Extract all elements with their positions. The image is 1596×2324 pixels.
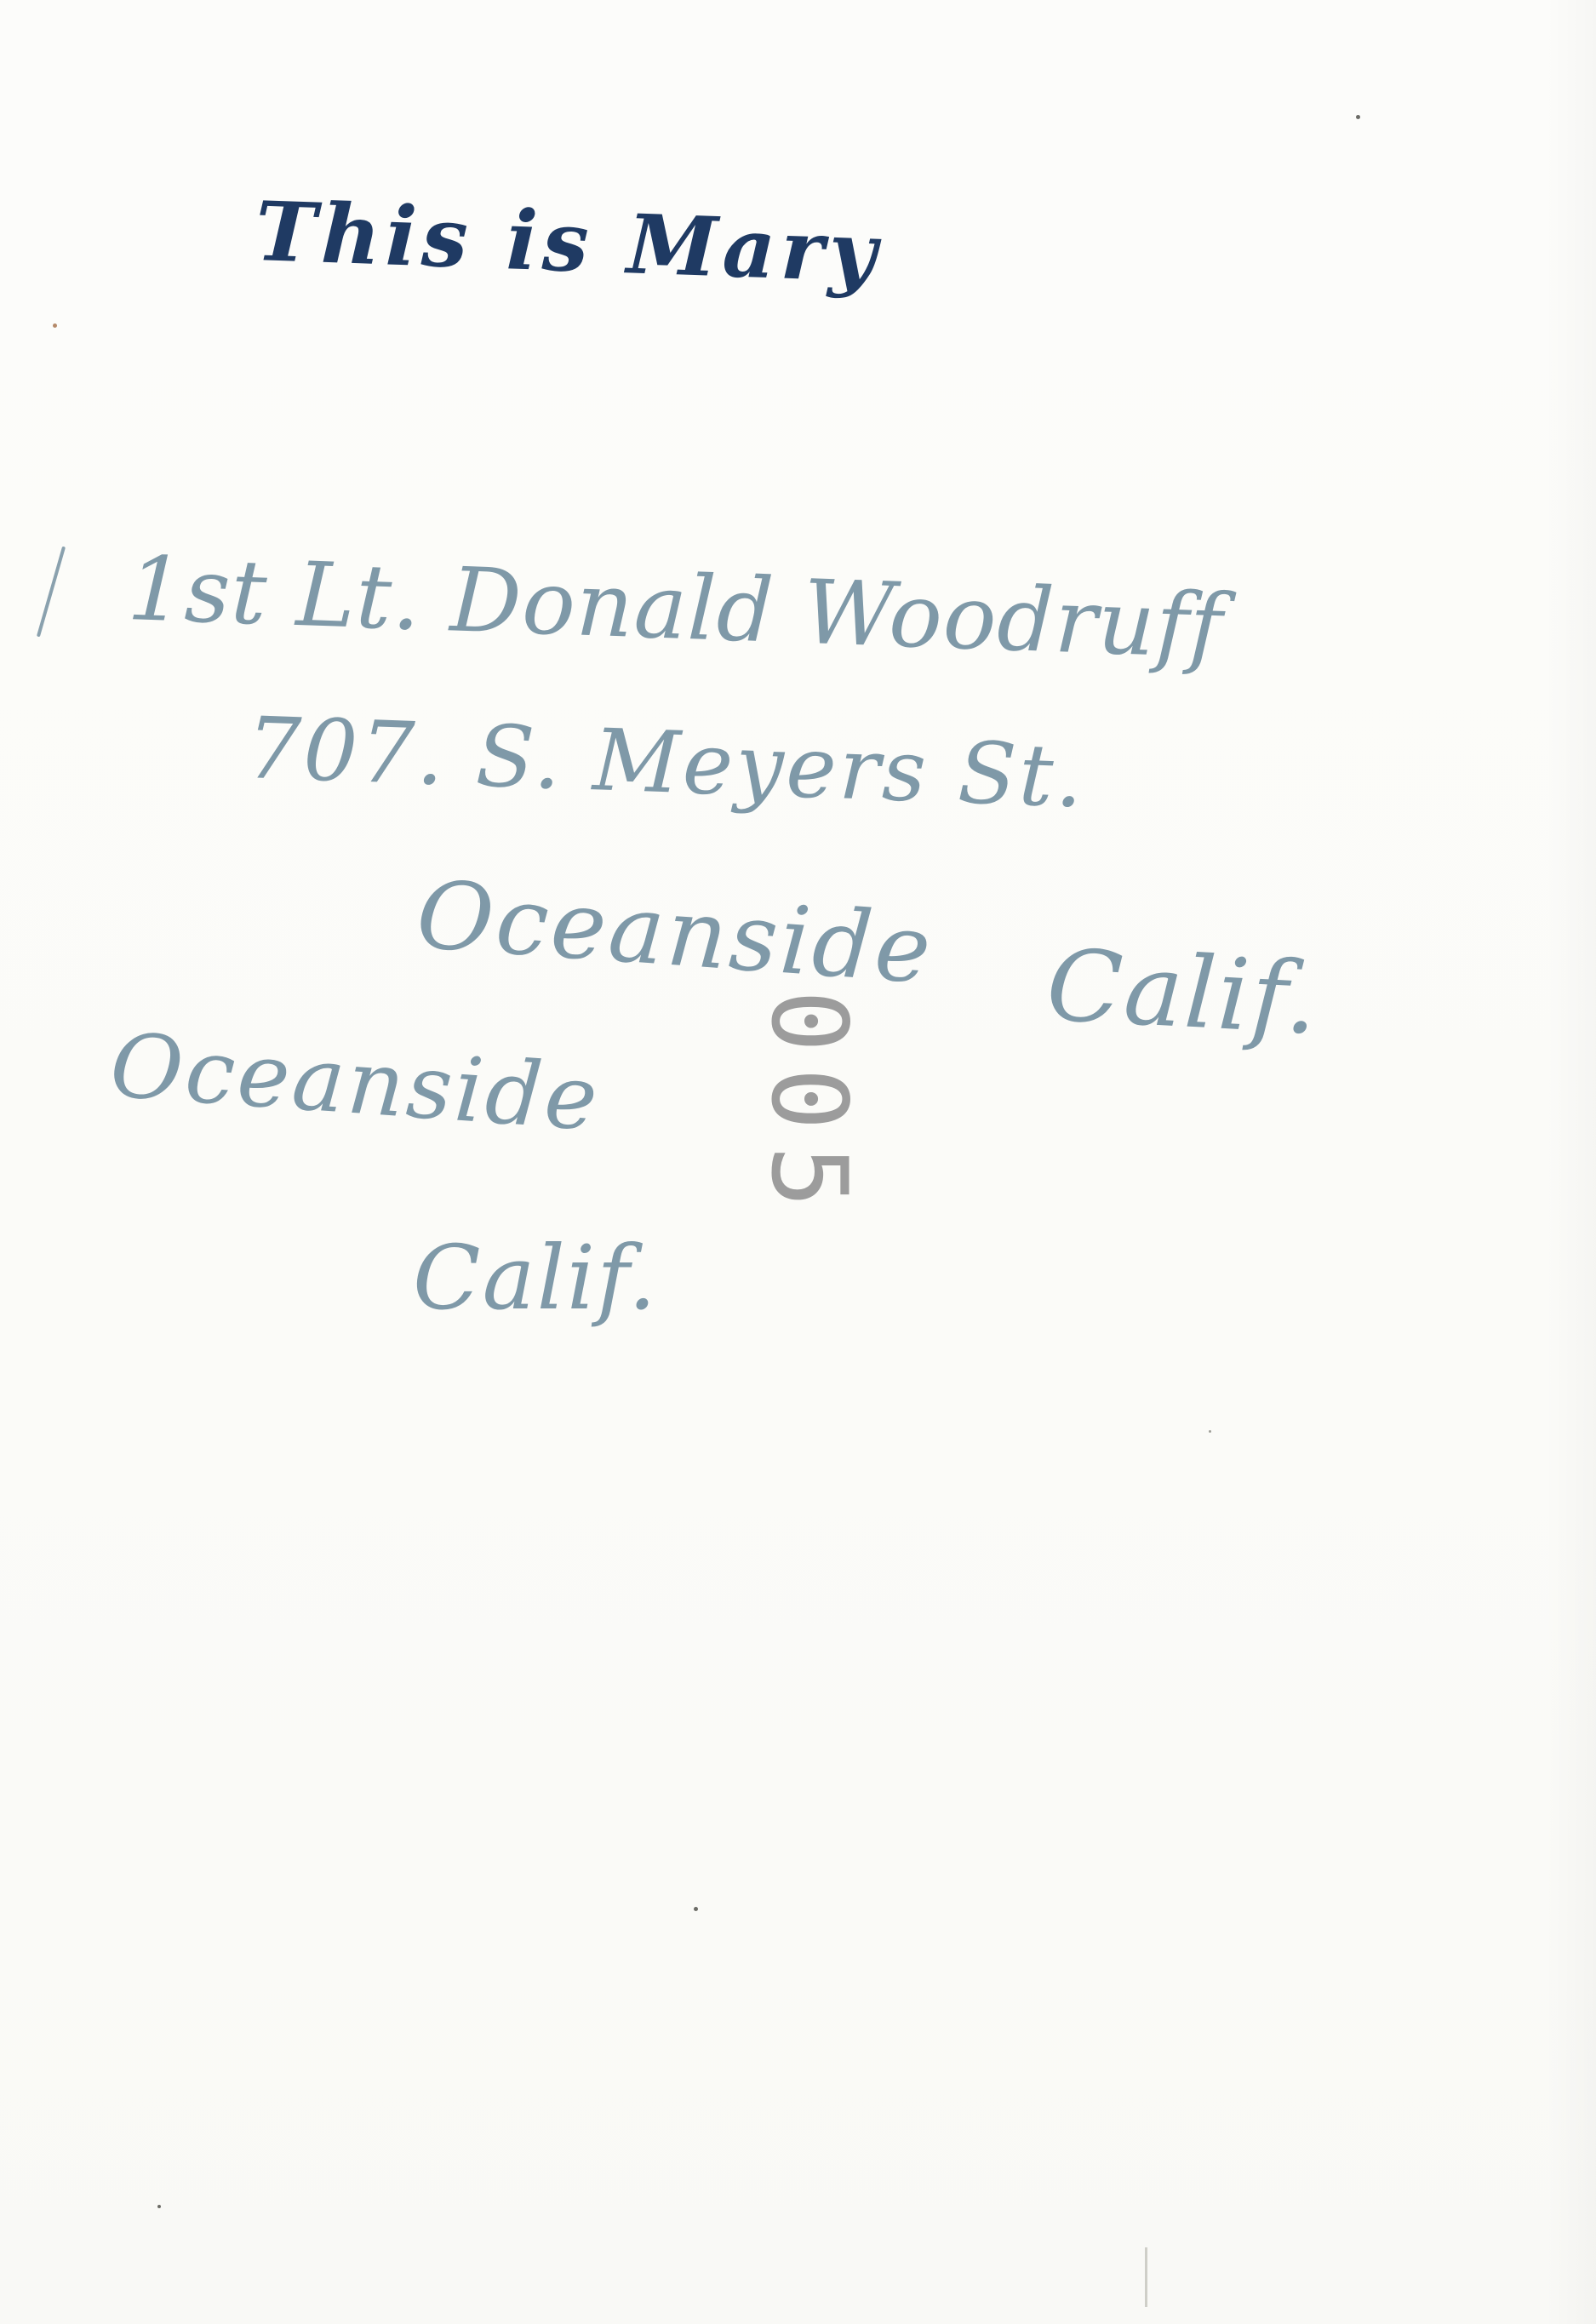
- handwritten-note: This is Mary: [254, 183, 884, 301]
- address-name-line: 1st Lt. Donald Woodruff: [125, 536, 1225, 678]
- paper-edge-mark: [1145, 2247, 1147, 2307]
- location-state: Calif.: [413, 1226, 658, 1330]
- paper-speck: [1209, 1430, 1211, 1433]
- paper-speck: [157, 2205, 161, 2208]
- location-city: Oceanside: [106, 1013, 604, 1152]
- ink-slash-mark: [37, 547, 66, 638]
- address-street-line: 707. S. Meyers St.: [244, 698, 1088, 827]
- paper-speck: [53, 323, 57, 328]
- address-state-line: Calif.: [1044, 928, 1322, 1057]
- paper-speck: [1356, 115, 1360, 119]
- address-city-line: Oceanside: [413, 860, 937, 1005]
- paper-speck: [694, 1907, 698, 1911]
- stamped-number: 005: [748, 989, 869, 1224]
